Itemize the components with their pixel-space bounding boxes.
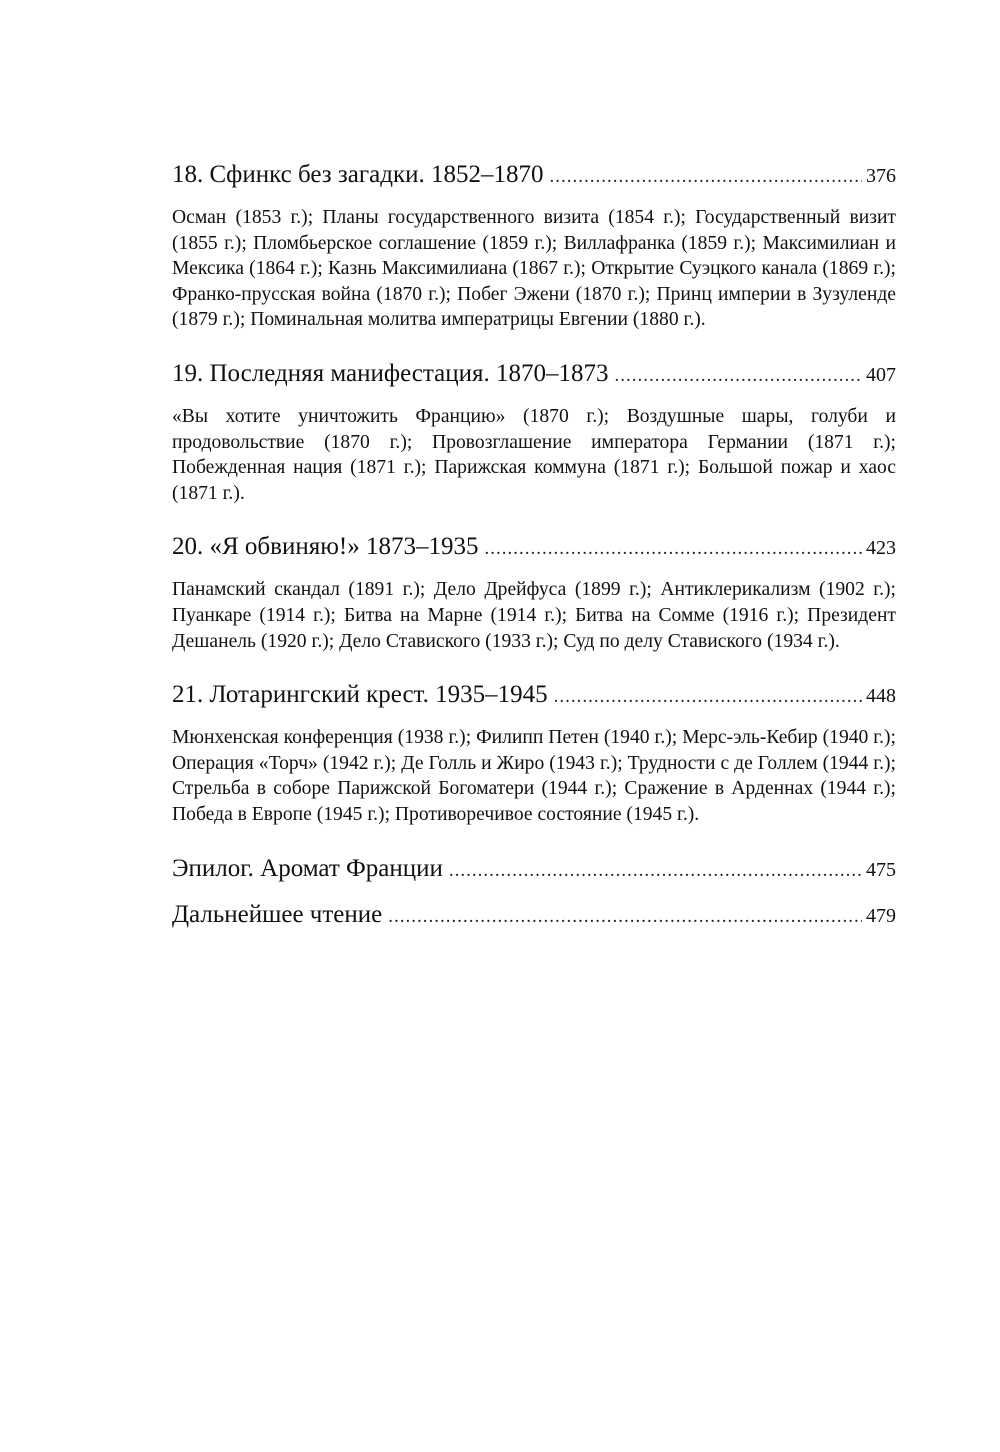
back-matter [172, 852, 896, 934]
chapter-description: Мюнхенская конференция (1938 г.); Филипп Петен (1940 г.); Мерс-эль-Кебир (1940 г.); Операция «Торч» (1942 г.); Де Голль и Жиро (1943 г.); Трудности с де Голлем (1944 г.); Стрельба в соборе Парижской Богоматери (1944 г.); Сражение в Арденнах (1944 г.); Победа в Европе (1945 г.); Противоречивое состояние (1945 г.). [172, 727, 896, 825]
toc-entry-further-reading[interactable] [172, 898, 896, 934]
epilogue-title: Эпилог. Аромат Франции [172, 854, 443, 882]
chapter-18 [172, 158, 896, 333]
table-of-contents [172, 158, 896, 944]
chapter-19 [172, 357, 896, 506]
chapter-title: 21. Лотарингский крест. 1935–1945 [172, 681, 548, 709]
chapter-21 [172, 678, 896, 827]
page-number: 376 [866, 165, 896, 187]
toc-entry[interactable] [172, 678, 896, 714]
dot-leader [484, 532, 862, 566]
toc-entry[interactable] [172, 530, 896, 566]
page-number: 423 [866, 537, 896, 560]
chapter-title: 20. «Я обвиняю!» 1873–1935 [172, 533, 479, 561]
chapter-description: Осман (1853 г.); Планы государственного визита (1854 г.); Государственный визит (1855 г.); Пломбьерское соглашение (1859 г.); Виллафранка (1859 г.); Максимилиан и Мексика (1864 г.); Казнь Максимилиана (1867 г.); Открытие Суэцкого канала (1869 г.); Франко-прусская война (1870 г.); Побег Эжени (1870 г.); Принц империи в Зузуленде (1879 г.); Поминальная молитва императрицы Евгении (1880 г.). [172, 207, 896, 331]
chapter-title: 19. Последняя манифестация. 1870–1873 [172, 359, 609, 387]
dot-leader [549, 160, 862, 194]
page-number: 448 [866, 685, 896, 708]
dot-leader [449, 854, 862, 888]
chapter-description: «Вы хотите уничтожить Францию» (1870 г.); Воздушные шары, голуби и продовольствие (1870 г.); Провозглашение императора Германии (1871 г.); Побежденная нация (1871 г.); Парижская коммуна (1871 г.); Большой пожар и хаос (1871 г.). [172, 405, 896, 504]
chapter-20 [172, 530, 896, 654]
dot-leader [554, 680, 862, 714]
page-number: 479 [866, 904, 896, 927]
toc-entry[interactable] [172, 357, 896, 393]
chapter-description: Панамский скандал (1891 г.); Дело Дрейфуса (1899 г.); Антиклерикализм (1902 г.); Пуанкаре (1914 г.); Битва на Марне (1914 г.); Битва на Сомме (1916 г.); Президент Дешанель (1920 г.); Дело Ставиского (1933 г.); Суд по делу Ставиского (1934 г.). [172, 579, 896, 652]
page-number: 407 [866, 363, 896, 386]
toc-entry[interactable] [172, 158, 896, 194]
page-number: 475 [866, 858, 896, 881]
toc-entry-epilogue[interactable] [172, 852, 896, 888]
dot-leader [388, 900, 862, 934]
dot-leader [614, 359, 862, 393]
further-reading-title: Дальнейшее чтение [172, 900, 383, 928]
chapter-title: 18. Сфинкс без загадки. 1852–1870 [172, 161, 544, 188]
